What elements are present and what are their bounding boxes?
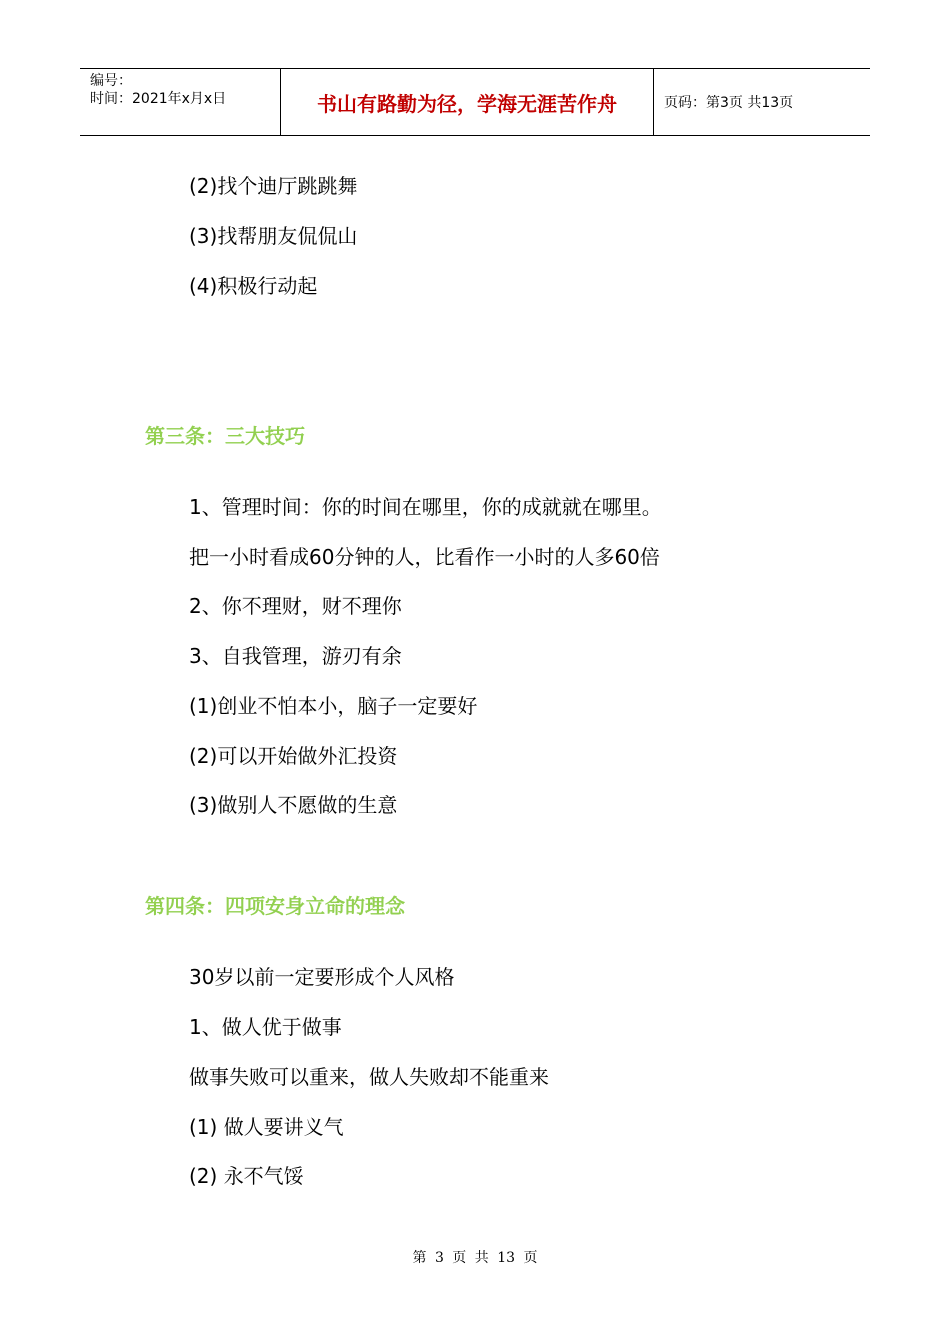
document-number-label: 编号： — [90, 73, 132, 89]
paragraph-line: 1、管理时间：你的时间在哪里，你的成就就在哪里。 — [189, 495, 662, 519]
header-meta — [80, 69, 281, 135]
paragraph-line: (2) 永不气馁 — [189, 1164, 304, 1188]
header-motto: 书山有路勤为径，学海无涯苦作舟 — [281, 69, 654, 135]
header-page-info: 页码：第3页 共13页 — [664, 95, 794, 111]
paragraph-line: 做事失败可以重来，做人失败却不能重来 — [189, 1065, 549, 1089]
list-item: (2)找个迪厅跳跳舞 — [189, 174, 358, 198]
paragraph-line: (1)创业不怕本小，脑子一定要好 — [189, 694, 478, 718]
list-item: (3)找帮朋友侃侃山 — [189, 224, 358, 248]
page-header — [80, 68, 870, 136]
paragraph-line: (2)可以开始做外汇投资 — [189, 744, 398, 768]
paragraph-line: 30岁以前一定要形成个人风格 — [189, 965, 455, 989]
page-footer: 第 3 页 共 13 页 — [412, 1250, 538, 1266]
paragraph-line: (1) 做人要讲义气 — [189, 1115, 344, 1139]
list-item: (4)积极行动起 — [189, 274, 318, 298]
paragraph-line: 把一小时看成60分钟的人，比看作一小时的人多60倍 — [189, 545, 660, 569]
paragraph-line: 2、你不理财，财不理你 — [189, 594, 402, 618]
paragraph-line: 1、做人优于做事 — [189, 1015, 342, 1039]
paragraph-line: (3)做别人不愿做的生意 — [189, 793, 398, 817]
document-date-label: 时间：2021年x月x日 — [90, 91, 227, 107]
paragraph-line: 3、自我管理，游刃有余 — [189, 644, 402, 668]
section-heading: 第三条：三大技巧 — [145, 424, 305, 448]
section-heading: 第四条：四项安身立命的理念 — [145, 894, 405, 918]
